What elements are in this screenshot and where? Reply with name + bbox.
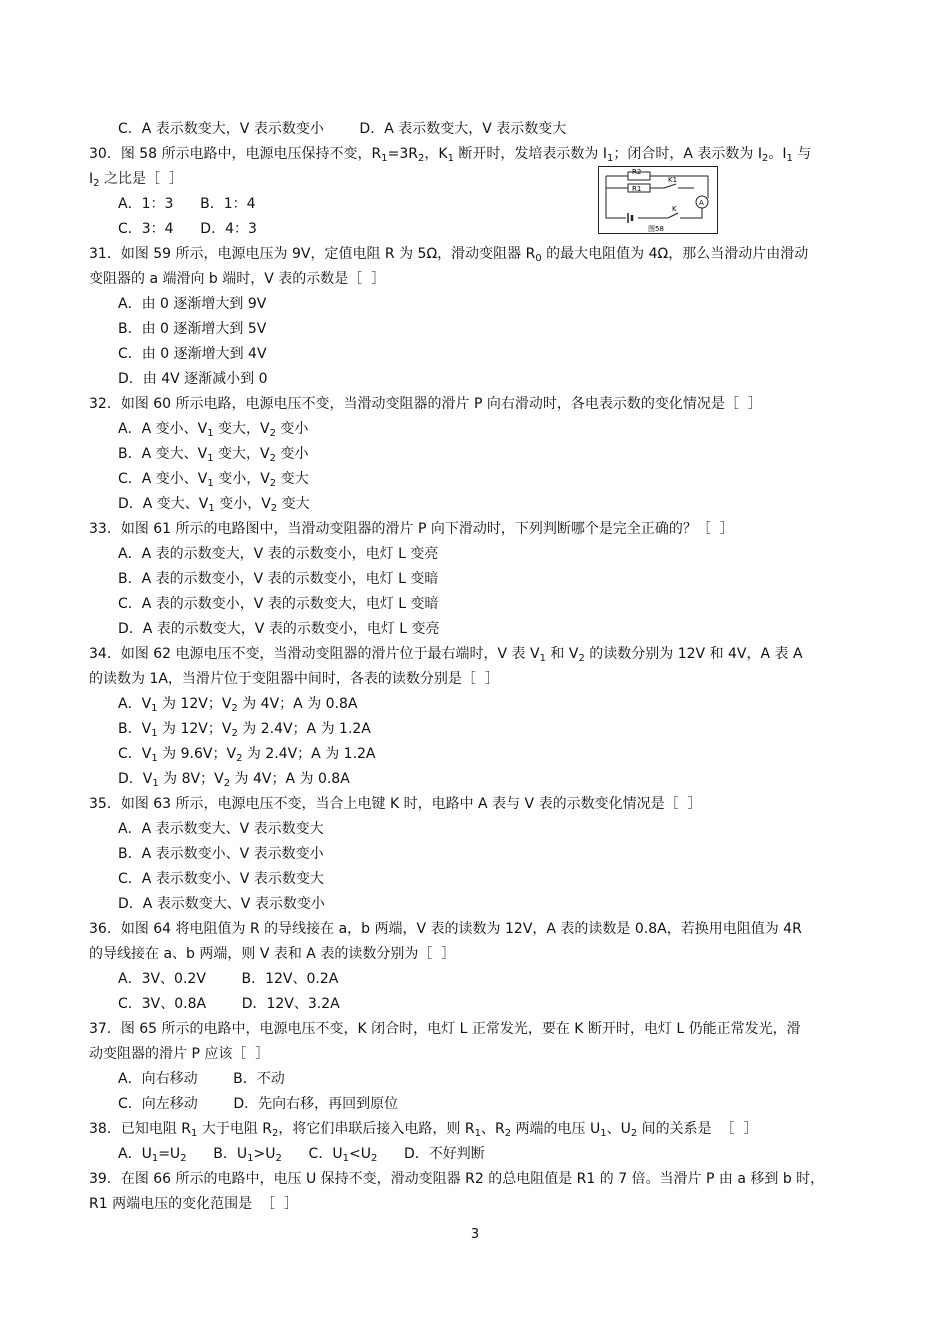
text-line <box>118 892 325 916</box>
text-line <box>118 1067 285 1091</box>
text-run: 变小 <box>275 421 309 437</box>
subscript: 1 <box>381 153 388 164</box>
text-line <box>118 492 310 516</box>
subscript: 2 <box>370 1153 378 1164</box>
text-line <box>89 242 808 266</box>
text-run: 的读数为 1A，当滑片位于变阻器中间时，各表的读数分别是［ ］ <box>89 671 499 687</box>
text-line <box>89 792 701 816</box>
text-run: =3R <box>387 146 419 162</box>
subscript: 2 <box>761 153 769 164</box>
text-run: 、U <box>606 1121 631 1137</box>
text-run: A．1：3 B．1：4 <box>118 196 256 212</box>
text-run: 30．图 58 所示电路中，电源电压保持不变，R <box>89 146 382 162</box>
text-run: A．A 变小、V <box>118 421 208 437</box>
text-run: C．3：4 D．4：3 <box>118 221 257 237</box>
text-line <box>89 392 762 416</box>
text-run: 36．如图 64 将电阻值为 R 的导线接在 a，b 两端，V 表的读数为 12V，A 表的读数是 0.8A，若换用电阻值为 4R <box>89 921 802 937</box>
text-line <box>118 542 438 566</box>
text-line <box>89 517 734 541</box>
subscript: 2 <box>270 503 278 514</box>
text-line <box>118 567 438 591</box>
text-line <box>118 842 324 866</box>
text-run: 为 4V；A 为 0.8A <box>237 696 358 712</box>
text-run: 变大 <box>276 471 309 487</box>
text-line <box>118 342 267 366</box>
subscript: 2 <box>272 1128 279 1139</box>
text-line <box>118 1142 485 1166</box>
text-run: C．由 0 逐渐增大到 4V <box>118 346 267 362</box>
label-r1: R1 <box>632 185 642 193</box>
subscript: 2 <box>180 1153 187 1164</box>
page-number: 3 <box>470 1227 480 1242</box>
circuit-figure-58 <box>598 166 718 234</box>
subscript: 0 <box>535 253 542 264</box>
text-line <box>89 167 183 191</box>
text-run: 的读数分别为 12V 和 4V，A 表 A <box>584 646 803 662</box>
text-line <box>89 1017 801 1041</box>
text-line <box>89 267 385 291</box>
text-run: C．3V、0.8A D．12V、3.2A <box>118 996 340 1012</box>
subscript: 1 <box>207 428 214 439</box>
text-line <box>118 817 324 841</box>
text-run: R1 两端电压的变化范围是 ［ ］ <box>89 1196 298 1212</box>
text-run: ，K <box>424 146 448 162</box>
text-run: A．由 0 逐渐增大到 9V <box>118 296 267 312</box>
text-run: 与 <box>792 146 812 162</box>
subscript: 2 <box>223 778 231 789</box>
subscript: 1 <box>151 1153 159 1164</box>
text-run: C．A 表的示数变小，V 表的示数变大，电灯 L 变暗 <box>118 596 439 612</box>
text-line <box>118 592 439 616</box>
text-run: 为 2.4V；A 为 1.2A <box>242 746 376 762</box>
text-run: 。I <box>768 146 787 162</box>
subscript: 1 <box>152 778 159 789</box>
text-run: B．A 表的示数变小，V 表的示数变小，电灯 L 变暗 <box>118 571 439 587</box>
text-run: 32．如图 60 所示电路，电源电压不变，当滑动变阻器的滑片 P 向右滑动时，各电表示数的变化情况是［ ］ <box>89 396 762 412</box>
text-run: A．V <box>118 696 152 712</box>
text-run: 为 4V；A 为 0.8A <box>230 771 350 787</box>
switch-k1 <box>664 184 676 188</box>
text-line <box>89 1117 757 1141</box>
subscript: 2 <box>269 453 276 464</box>
text-run: C．A 表示数变小、V 表示数变大 <box>118 871 324 887</box>
text-run: C．U <box>281 1146 343 1162</box>
text-line <box>89 142 811 166</box>
text-run: I <box>89 171 94 187</box>
text-run: 31．如图 59 所示，电源电压为 9V，定值电阻 R 为 5Ω，滑动变阻器 R <box>89 246 536 262</box>
text-run: 变小，V <box>213 471 270 487</box>
text-run: A．U <box>118 1146 152 1162</box>
subscript: 1 <box>786 153 793 164</box>
subscript: 2 <box>269 478 277 489</box>
subscript: 2 <box>231 703 238 714</box>
text-run: 变阻器的 a 端滑向 b 端时，V 表的示数是［ ］ <box>89 271 386 287</box>
text-run: D．A 表的示数变大，V 表的示数变小，电灯 L 变亮 <box>118 621 440 637</box>
text-run: 的最大电阻值为 4Ω，那么当滑动片由滑动 <box>541 246 809 262</box>
text-line <box>118 617 440 641</box>
text-line <box>118 367 268 391</box>
text-run: 34．如图 62 电源电压不变，当滑动变阻器的滑片位于最右端时，V 表 V <box>89 646 540 662</box>
text-line <box>118 717 371 741</box>
subscript: 1 <box>606 153 614 164</box>
text-run: C．A 表示数变大，V 表示数变小 D．A 表示数变大，V 表示数变大 <box>118 121 567 137</box>
text-run: D．A 变大、V <box>118 496 209 512</box>
text-run: 变小 <box>276 446 309 462</box>
text-run: 33．如图 61 所示的电路图中，当滑动变阻器的滑片 P 向下滑动时，下列判断哪个是完全正确的？［ ］ <box>89 521 734 537</box>
text-run: 为 8V；V <box>158 771 224 787</box>
subscript: 2 <box>418 153 425 164</box>
subscript: 1 <box>151 728 158 739</box>
text-run: D．不好判断 <box>377 1146 485 1162</box>
text-line <box>89 942 455 966</box>
text-line <box>118 767 350 791</box>
text-run: =U <box>158 1146 181 1162</box>
text-run: <U <box>348 1146 371 1162</box>
subscript: 1 <box>191 1128 198 1139</box>
text-run: 变大，V <box>213 446 270 462</box>
text-run: A．A 表示数变大、V 表示数变大 <box>118 821 324 837</box>
subscript: 1 <box>151 703 158 714</box>
text-line <box>118 742 376 766</box>
text-run: 之比是［ ］ <box>99 171 183 187</box>
text-line <box>118 292 266 316</box>
subscript: 2 <box>630 1128 638 1139</box>
text-run: 为 12V；V <box>157 696 232 712</box>
text-run: D．V <box>118 771 153 787</box>
text-line <box>118 867 324 891</box>
text-line <box>89 1042 269 1066</box>
subscript: 2 <box>504 1128 512 1139</box>
text-run: B．V <box>118 721 152 737</box>
text-run: B．由 0 逐渐增大到 5V <box>118 321 267 337</box>
text-run: ；闭合时，A 表示数为 I <box>613 146 762 162</box>
text-run: 变小，V <box>214 496 271 512</box>
switch-k <box>668 213 678 218</box>
text-run: D．A 表示数变大、V 表示数变小 <box>118 896 325 912</box>
text-line <box>118 317 266 341</box>
subscript: 2 <box>93 178 100 189</box>
label-r2: R2 <box>632 168 642 176</box>
subscript: 1 <box>207 478 214 489</box>
text-run: B．U <box>186 1146 248 1162</box>
subscript: 1 <box>208 503 215 514</box>
subscript: 2 <box>269 428 276 439</box>
subscript: 1 <box>447 153 454 164</box>
text-line <box>118 417 308 441</box>
label-k: K <box>672 205 677 213</box>
text-run: C．A 变小、V <box>118 471 208 487</box>
text-line <box>118 467 309 491</box>
text-run: 为 9.6V；V <box>157 746 237 762</box>
text-run: B．A 表示数变小、V 表示数变小 <box>118 846 324 862</box>
text-line <box>118 217 257 241</box>
subscript: 2 <box>275 1153 282 1164</box>
text-run: 和 V <box>545 646 579 662</box>
text-run: A．A 表的示数变大，V 表的示数变小，电灯 L 变亮 <box>118 546 439 562</box>
subscript: 1 <box>474 1128 481 1139</box>
text-run: C．V <box>118 746 152 762</box>
text-line <box>118 1092 398 1116</box>
text-run: 为 12V；V <box>157 721 232 737</box>
text-run: 39．在图 66 所示的电路中，电压 U 保持不变，滑动变阻器 R2 的总电阻值是 R1 的 7 倍。当滑片 P 由 a 移到 b 时， <box>89 1171 825 1187</box>
text-run: >U <box>253 1146 276 1162</box>
text-run: A．向右移动 B．不动 <box>118 1071 285 1087</box>
subscript: 1 <box>539 653 546 664</box>
text-run: 动变阻器的滑片 P 应该［ ］ <box>89 1046 270 1062</box>
text-line <box>89 667 499 691</box>
text-run: 35．如图 63 所示，电源电压不变，当合上电键 K 时，电路中 A 表与 V 表的示数变化情况是［ ］ <box>89 796 702 812</box>
text-run: 断开时，发培表示数为 I <box>453 146 607 162</box>
subscript: 2 <box>231 728 238 739</box>
label-ammeter: A <box>699 199 704 207</box>
text-run: 两端的电压 U <box>511 1121 601 1137</box>
text-run: 的导线接在 a、b 两端，则 V 表和 A 表的读数分别为［ ］ <box>89 946 456 962</box>
text-line <box>118 442 308 466</box>
text-line <box>89 1192 298 1216</box>
text-line <box>118 692 358 716</box>
text-run: C．向左移动 D．先向右移，再回到原位 <box>118 1096 399 1112</box>
text-run: 38．已知电阻 R <box>89 1121 191 1137</box>
label-k1: K1 <box>668 176 678 184</box>
subscript: 1 <box>247 1153 254 1164</box>
text-run: 间的关系是 ［ ］ <box>637 1121 758 1137</box>
text-run: 为 2.4V；A 为 1.2A <box>237 721 371 737</box>
text-line <box>89 917 802 941</box>
text-line <box>89 1167 824 1191</box>
text-run: 37．图 65 所示的电路中，电源电压不变，K 闭合时，电灯 L 正常发光，要在 K 断开时，电灯 L 仍能正常发光，滑 <box>89 1021 801 1037</box>
subscript: 2 <box>578 653 585 664</box>
text-run: A．3V、0.2V B．12V、0.2A <box>118 971 339 987</box>
subscript: 1 <box>342 1153 349 1164</box>
subscript: 1 <box>151 753 158 764</box>
text-run: 大于电阻 R <box>197 1121 273 1137</box>
text-line <box>118 192 256 216</box>
figure-caption: 图58 <box>648 225 664 233</box>
subscript: 1 <box>207 453 214 464</box>
text-line <box>118 967 338 991</box>
text-run: ，将它们串联后接入电路，则 R <box>278 1121 475 1137</box>
text-line <box>89 642 803 666</box>
text-run: D．由 4V 逐渐减小到 0 <box>118 371 268 387</box>
subscript: 2 <box>236 753 243 764</box>
text-run: 变大，V <box>213 421 270 437</box>
text-run: 、R <box>480 1121 505 1137</box>
subscript: 1 <box>600 1128 607 1139</box>
text-line <box>118 992 340 1016</box>
text-run: B．A 变大、V <box>118 446 208 462</box>
text-line <box>118 117 566 141</box>
text-run: 变大 <box>277 496 310 512</box>
